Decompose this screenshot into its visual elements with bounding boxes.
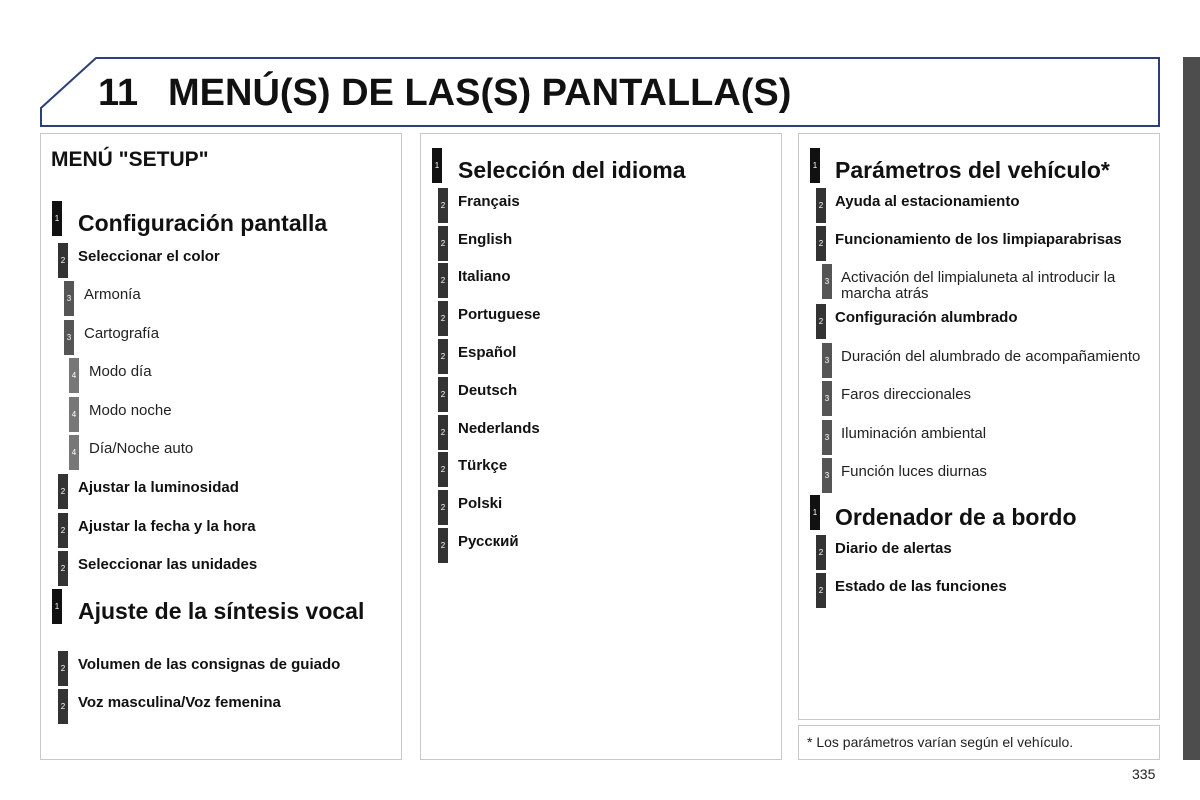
menu-item-label: Ajustar la luminosidad [78, 479, 239, 496]
language-panel [420, 133, 782, 760]
menu-item-label: Ajuste de la síntesis vocal [78, 598, 365, 624]
chapter-number: 11 [98, 72, 139, 114]
level-badge: 2 [816, 535, 826, 570]
level-badge: 2 [58, 689, 68, 724]
level-badge: 1 [810, 495, 820, 530]
level-badge: 2 [438, 226, 448, 261]
level-badge: 2 [58, 651, 68, 686]
menu-item-label: Cartografía [84, 325, 160, 342]
level-badge: 4 [69, 435, 79, 470]
menu-item-label: Nederlands [458, 420, 540, 437]
level-badge: 2 [438, 452, 448, 487]
menu-item-label: Ajustar la fecha y la hora [78, 518, 256, 535]
menu-item-label: Parámetros del vehículo* [835, 157, 1110, 183]
menu-item-label: Portuguese [458, 306, 541, 323]
menu-item-label: Русский [458, 533, 519, 550]
level-badge: 2 [438, 490, 448, 525]
level-badge: 3 [64, 320, 74, 355]
level-badge: 2 [438, 339, 448, 374]
level-badge: 2 [438, 377, 448, 412]
chapter-title: MENÚ(S) DE LAS(S) PANTALLA(S) [168, 72, 792, 114]
menu-item-label: Estado de las funciones [835, 578, 1007, 595]
menu-item-label: Duración del alumbrado de acompañamiento [841, 348, 1141, 365]
level-badge: 3 [822, 343, 832, 378]
menu-item-label: Español [458, 344, 517, 361]
setup-menu-heading: MENÚ "SETUP" [51, 148, 209, 171]
menu-item-label: Iluminación ambiental [841, 425, 987, 442]
menu-item-label: Français [458, 193, 520, 210]
menu-item-label: Modo día [89, 363, 152, 380]
level-badge: 2 [438, 263, 448, 298]
level-badge: 1 [52, 589, 62, 624]
menu-item-label: Ordenador de a bordo [835, 504, 1077, 530]
menu-item-label: Voz masculina/Voz femenina [78, 694, 281, 711]
menu-item-label: Armonía [84, 286, 141, 303]
menu-item-label: Configuración alumbrado [835, 309, 1018, 326]
menu-item-label: Faros direccionales [841, 386, 972, 403]
level-badge: 2 [438, 301, 448, 336]
level-badge: 2 [58, 513, 68, 548]
footnote-text: * Los parámetros varían según el vehículo. [807, 734, 1074, 750]
level-badge: 1 [432, 148, 442, 183]
level-badge: 2 [816, 226, 826, 261]
menu-item-label: Volumen de las consignas de guiado [78, 656, 341, 673]
page-number: 335 [1132, 766, 1156, 782]
level-badge: 2 [58, 551, 68, 586]
level-badge: 3 [822, 458, 832, 493]
menu-item-label: Activación del limpialuneta al introducir la [841, 269, 1116, 286]
menu-item-label: Funcionamiento de los limpiaparabrisas [835, 231, 1122, 248]
level-badge: 2 [58, 243, 68, 278]
level-badge: 2 [816, 304, 826, 339]
menu-item-label-continued: marcha atrás [841, 285, 929, 302]
level-badge: 3 [822, 381, 832, 416]
menu-item-label: Ayuda al estacionamiento [835, 193, 1020, 210]
menu-item-label: Polski [458, 495, 503, 512]
footnote-box [798, 725, 1160, 760]
level-badge: 3 [822, 264, 832, 299]
menu-item-label: Seleccionar el color [78, 248, 220, 265]
menu-item-label: Selección del idioma [458, 157, 686, 183]
setup-menu-panel [40, 133, 402, 760]
menu-item-label: Türkçe [458, 457, 508, 474]
level-badge: 2 [58, 474, 68, 509]
menu-item-label: Deutsch [458, 382, 518, 399]
menu-item-label: Italiano [458, 268, 511, 285]
menu-item-label: Modo noche [89, 402, 172, 419]
level-badge: 2 [816, 188, 826, 223]
level-badge: 2 [438, 528, 448, 563]
menu-item-label: English [458, 231, 513, 248]
menu-item-label: Seleccionar las unidades [78, 556, 258, 573]
level-badge: 2 [438, 415, 448, 450]
menu-item-label: Configuración pantalla [78, 210, 328, 236]
level-badge: 1 [810, 148, 820, 183]
level-badge: 2 [438, 188, 448, 223]
level-badge: 3 [822, 420, 832, 455]
vehicle-params-panel [798, 133, 1160, 720]
menu-item-label: Función luces diurnas [841, 463, 987, 480]
menu-item-label: Diario de alertas [835, 540, 952, 557]
menu-item-label: Día/Noche auto [89, 440, 194, 457]
level-badge: 4 [69, 358, 79, 393]
level-badge: 3 [64, 281, 74, 316]
level-badge: 1 [52, 201, 62, 236]
level-badge: 2 [816, 573, 826, 608]
level-badge: 4 [69, 397, 79, 432]
side-tab [1183, 57, 1200, 760]
